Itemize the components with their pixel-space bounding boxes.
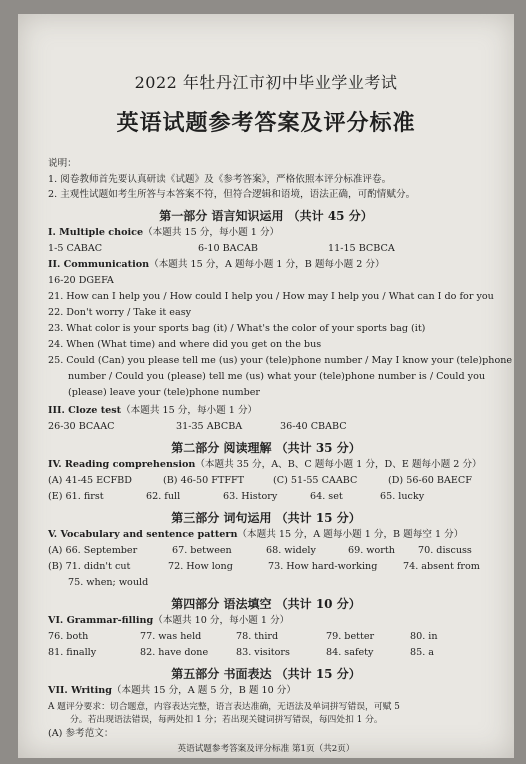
answer-line: 16-20 DGEFA bbox=[48, 275, 114, 286]
answer-cell: 85. a bbox=[410, 647, 435, 658]
answer-line: 24. When (What time) and where did you get on the bus bbox=[48, 339, 322, 350]
part1-heading: 第一部分 语言知识运用 （共计 45 分） bbox=[159, 209, 373, 223]
answer-cell: 74. absent from bbox=[403, 561, 480, 572]
model-essay-label: (A) 参考范文： bbox=[48, 728, 114, 739]
answer-cell: (C) 51-55 CAABC bbox=[273, 475, 358, 486]
answer-cell: 77. was held bbox=[140, 631, 202, 642]
part4-heading: 第四部分 语法填空 （共计 10 分） bbox=[171, 597, 361, 611]
answer-cell: 70. discuss bbox=[418, 545, 472, 556]
section3-title: III. Cloze test（本题共 15 分，每小题 1 分） bbox=[48, 405, 258, 416]
answer-key-sheet bbox=[18, 14, 514, 758]
answer-cell: 81. finally bbox=[48, 647, 97, 658]
answer-cell: (A) 66. September bbox=[48, 545, 138, 556]
answer-cell: (B) 46-50 FTFFT bbox=[163, 475, 245, 486]
part2-heading: 第二部分 阅读理解 （共计 35 分） bbox=[171, 441, 361, 455]
answer-line: 22. Don't worry / Take it easy bbox=[48, 307, 192, 318]
scoring-requirement-cont: 分。若出现语法错误，每两处扣 1 分；若出现关键词拼写错误，每四处扣 1 分。 bbox=[70, 715, 383, 725]
answer-cell: 80. in bbox=[410, 631, 438, 642]
section2-title: II. Communication（本题共 15 分，A 题每小题 1 分，B 题每小题 2 分） bbox=[48, 259, 385, 270]
answer-cell: 26-30 BCAAC bbox=[48, 421, 115, 432]
answer-cell: 11-15 BCBCA bbox=[328, 243, 395, 254]
answer-cell: 36-40 CBABC bbox=[280, 421, 347, 432]
answer-cell: 76. both bbox=[48, 631, 89, 642]
note-1: 1. 阅卷教师首先要认真研读《试题》及《参考答案》，严格依照本评分标准评卷。 bbox=[48, 174, 392, 185]
answer-cell: 1-5 CABAC bbox=[48, 243, 103, 254]
note-2: 2. 主观性试题如考生所答与本答案不符，但符合逻辑和语境，语法正确，可酌情赋分。 bbox=[48, 189, 416, 200]
answer-cell: 31-35 ABCBA bbox=[176, 421, 243, 432]
scoring-requirement: A 题评分要求：切合题意，内容表达完整，语言表达准确，无语法及单词拼写错误，可赋 5 bbox=[48, 702, 400, 712]
answer-line: 23. What color is your sports bag (it) / What's the color of your sports bag (it) bbox=[48, 323, 426, 334]
section1-title: I. Multiple choice（本题共 15 分，每小题 1 分） bbox=[48, 227, 280, 238]
answer-line: number / Could you (please) tell me (us) what your (tele)phone number is / Could you bbox=[68, 371, 486, 382]
section4-title: IV. Reading comprehension（本题共 35 分，A、B、C 题每小题 1 分，D、E 题每小题 2 分） bbox=[48, 459, 482, 470]
answer-cell: 62. full bbox=[146, 491, 181, 502]
answer-cell: 6-10 BACAB bbox=[198, 243, 258, 254]
page-footer: 英语试题参考答案及评分标准 第1页（共2页） bbox=[177, 744, 355, 754]
answer-line: 25. Could (Can) you please tell me (us) your (tele)phone number / May I know your (tele)phone bbox=[48, 355, 513, 366]
section7-title: VII. Writing（本题共 15 分，A 题 5 分，B 题 10 分） bbox=[48, 685, 296, 696]
answer-cell: (B) 71. didn't cut bbox=[48, 561, 131, 572]
answer-cell: (A) 41-45 ECFBD bbox=[48, 475, 132, 486]
answer-cell: 68. widely bbox=[266, 545, 316, 556]
notes-heading: 说明： bbox=[48, 158, 77, 169]
answer-cell: 75. when; would bbox=[68, 577, 149, 588]
answer-cell: (D) 56-60 BAECF bbox=[388, 475, 472, 486]
answer-cell: 79. better bbox=[326, 631, 375, 642]
answer-cell: 69. worth bbox=[348, 545, 395, 556]
part5-heading: 第五部分 书面表达 （共计 15 分） bbox=[171, 667, 361, 681]
answer-cell: 67. between bbox=[172, 545, 232, 556]
answer-cell: 72. How long bbox=[168, 561, 233, 572]
answer-cell: 65. lucky bbox=[380, 491, 425, 502]
exam-title: 2022 年牡丹江市初中毕业学业考试 bbox=[134, 73, 398, 92]
answer-cell: 64. set bbox=[310, 491, 343, 502]
answer-line: 21. How can I help you / How could I help you / How may I help you / What can I do for you bbox=[48, 291, 494, 302]
part3-heading: 第三部分 词句运用 （共计 15 分） bbox=[171, 511, 361, 525]
answer-cell: (E) 61. first bbox=[48, 491, 104, 502]
answer-line: (please) leave your (tele)phone number bbox=[68, 387, 260, 398]
answer-cell: 78. third bbox=[236, 631, 279, 642]
answer-cell: 82. have done bbox=[140, 647, 209, 658]
section5-title: V. Vocabulary and sentence pattern（本题共 15 分，A 题每小题 1 分，B 题每空 1 分） bbox=[48, 529, 464, 540]
answer-cell: 73. How hard-working bbox=[268, 561, 378, 572]
answer-cell: 63. History bbox=[223, 491, 278, 502]
answer-cell: 84. safety bbox=[326, 647, 374, 658]
answer-cell: 83. visitors bbox=[236, 647, 290, 658]
document-subtitle: 英语试题参考答案及评分标准 bbox=[116, 110, 416, 136]
section6-title: VI. Grammar-filling（本题共 10 分，每小题 1 分） bbox=[48, 615, 290, 626]
